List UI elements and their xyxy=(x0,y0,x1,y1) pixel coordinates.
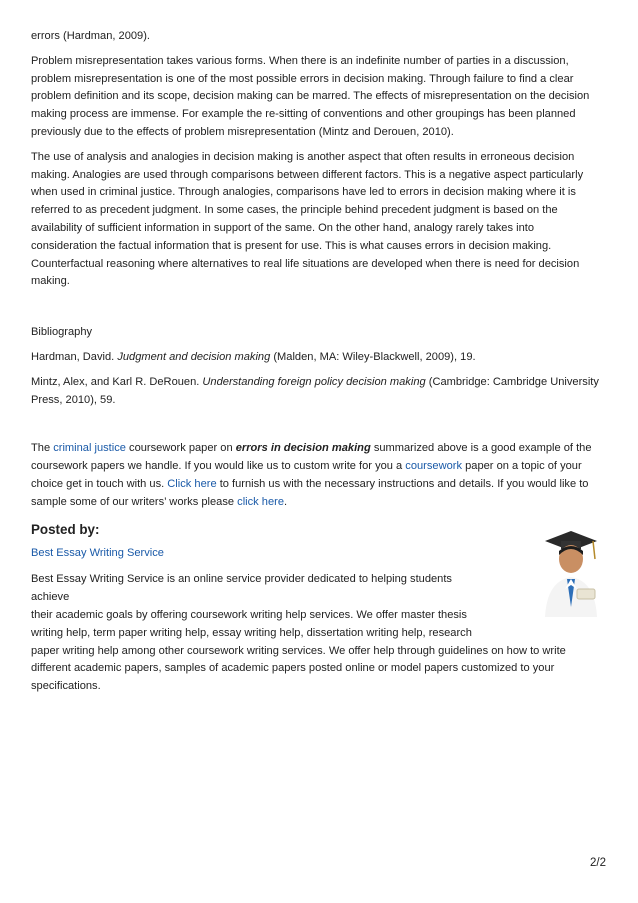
author-bio-line-2: their academic goals by offering coursework writing help services. We offer master thesis xyxy=(31,608,467,621)
document-body xyxy=(31,28,603,696)
promo-topic: errors in decision making xyxy=(235,442,371,455)
bibliography-entry-hardman xyxy=(31,349,603,367)
author-bio xyxy=(31,571,603,696)
bibliography-heading: Bibliography xyxy=(31,326,93,339)
bib-author: Mintz, Alex, and Karl R. DeRouen. xyxy=(31,375,203,388)
posted-by-heading: Posted by: xyxy=(31,521,100,537)
click-here-instructions-link[interactable]: Click here xyxy=(167,477,217,490)
bib-title: Understanding foreign policy decision making xyxy=(202,375,426,388)
author-link[interactable]: Best Essay Writing Service xyxy=(31,546,164,559)
coursework-link[interactable]: coursework xyxy=(405,460,463,473)
paragraph-problem-misrepresentation: Problem misrepresentation takes various forms. When there is an indefinite number of parties in a discussion, problem misrepresentation is one of the most possible errors in decision making. Through failure to find a clear problem definition and its scope, decision making can be marred. The effects of misrepresentation on the decision making process are immense. For example the re-sitting of conventions and other groupings has been planned previously due to the effects of problem misrepresentation (Mintz and Derouen, 2010). xyxy=(31,54,590,138)
page-number: 2/2 xyxy=(590,857,606,869)
promo-paragraph xyxy=(31,440,603,511)
promo-text: The xyxy=(31,442,54,455)
bib-details: (Cambridge: Cambridge University Press, 2010), 59. xyxy=(31,375,599,406)
graduate-photo-icon xyxy=(531,527,603,617)
promo-text: coursework paper on xyxy=(125,442,236,455)
bib-title: Judgment and decision making xyxy=(117,350,271,363)
paragraph-0: errors (Hardman, 2009). xyxy=(31,30,150,42)
promo-text: . xyxy=(284,495,288,508)
promo-text: paper on a topic of your choice get in touch with us. xyxy=(31,460,582,490)
author-bio-rest: paper writing help among other coursework writing services. We offer help through guidelines on how to write different academic papers, samples of academic papers posted online or model papers customized to your specifications. xyxy=(31,644,566,693)
author-bio-line-3: writing help, term paper writing help, essay writing help, dissertation writing help, research xyxy=(31,626,472,639)
author-bio-line-1: Best Essay Writing Service is an online service provider dedicated to helping students achieve xyxy=(31,573,452,604)
bib-author: Hardman, David. xyxy=(31,350,118,363)
bibliography-entry-mintz xyxy=(31,374,603,410)
click-here-samples-link[interactable]: click here xyxy=(237,495,284,508)
promo-text: to furnish us with the necessary instructions and details. If you would like to sample some of our writers’ works please xyxy=(31,477,589,508)
bib-details: (Malden, MA: Wiley-Blackwell, 2009), 19. xyxy=(270,350,476,363)
criminal-justice-link[interactable]: criminal justice xyxy=(53,442,126,455)
promo-text: summarized above is a good example of the coursework papers we handle. If you would like us to custom write for you a xyxy=(31,442,592,473)
paragraph-analogies: The use of analysis and analogies in decision making is another aspect that often results in erroneous decision making. Analogies are used through comparisons between different factors. This is a negative aspect particularly when used in criminal justice. Through analogies, comparisons have led to errors in decision making where it is referred to as precedent judgment. In some cases, the principle behind precedent judgment is based on the availability of sufficient information in support of the same. On the other hand, analogy rarely takes into consideration the factual information that is present for use. This is what causes errors in decision making. Counterfactual reasoning where alternatives to real life situations are developed when there is need for decision making. xyxy=(31,150,584,288)
